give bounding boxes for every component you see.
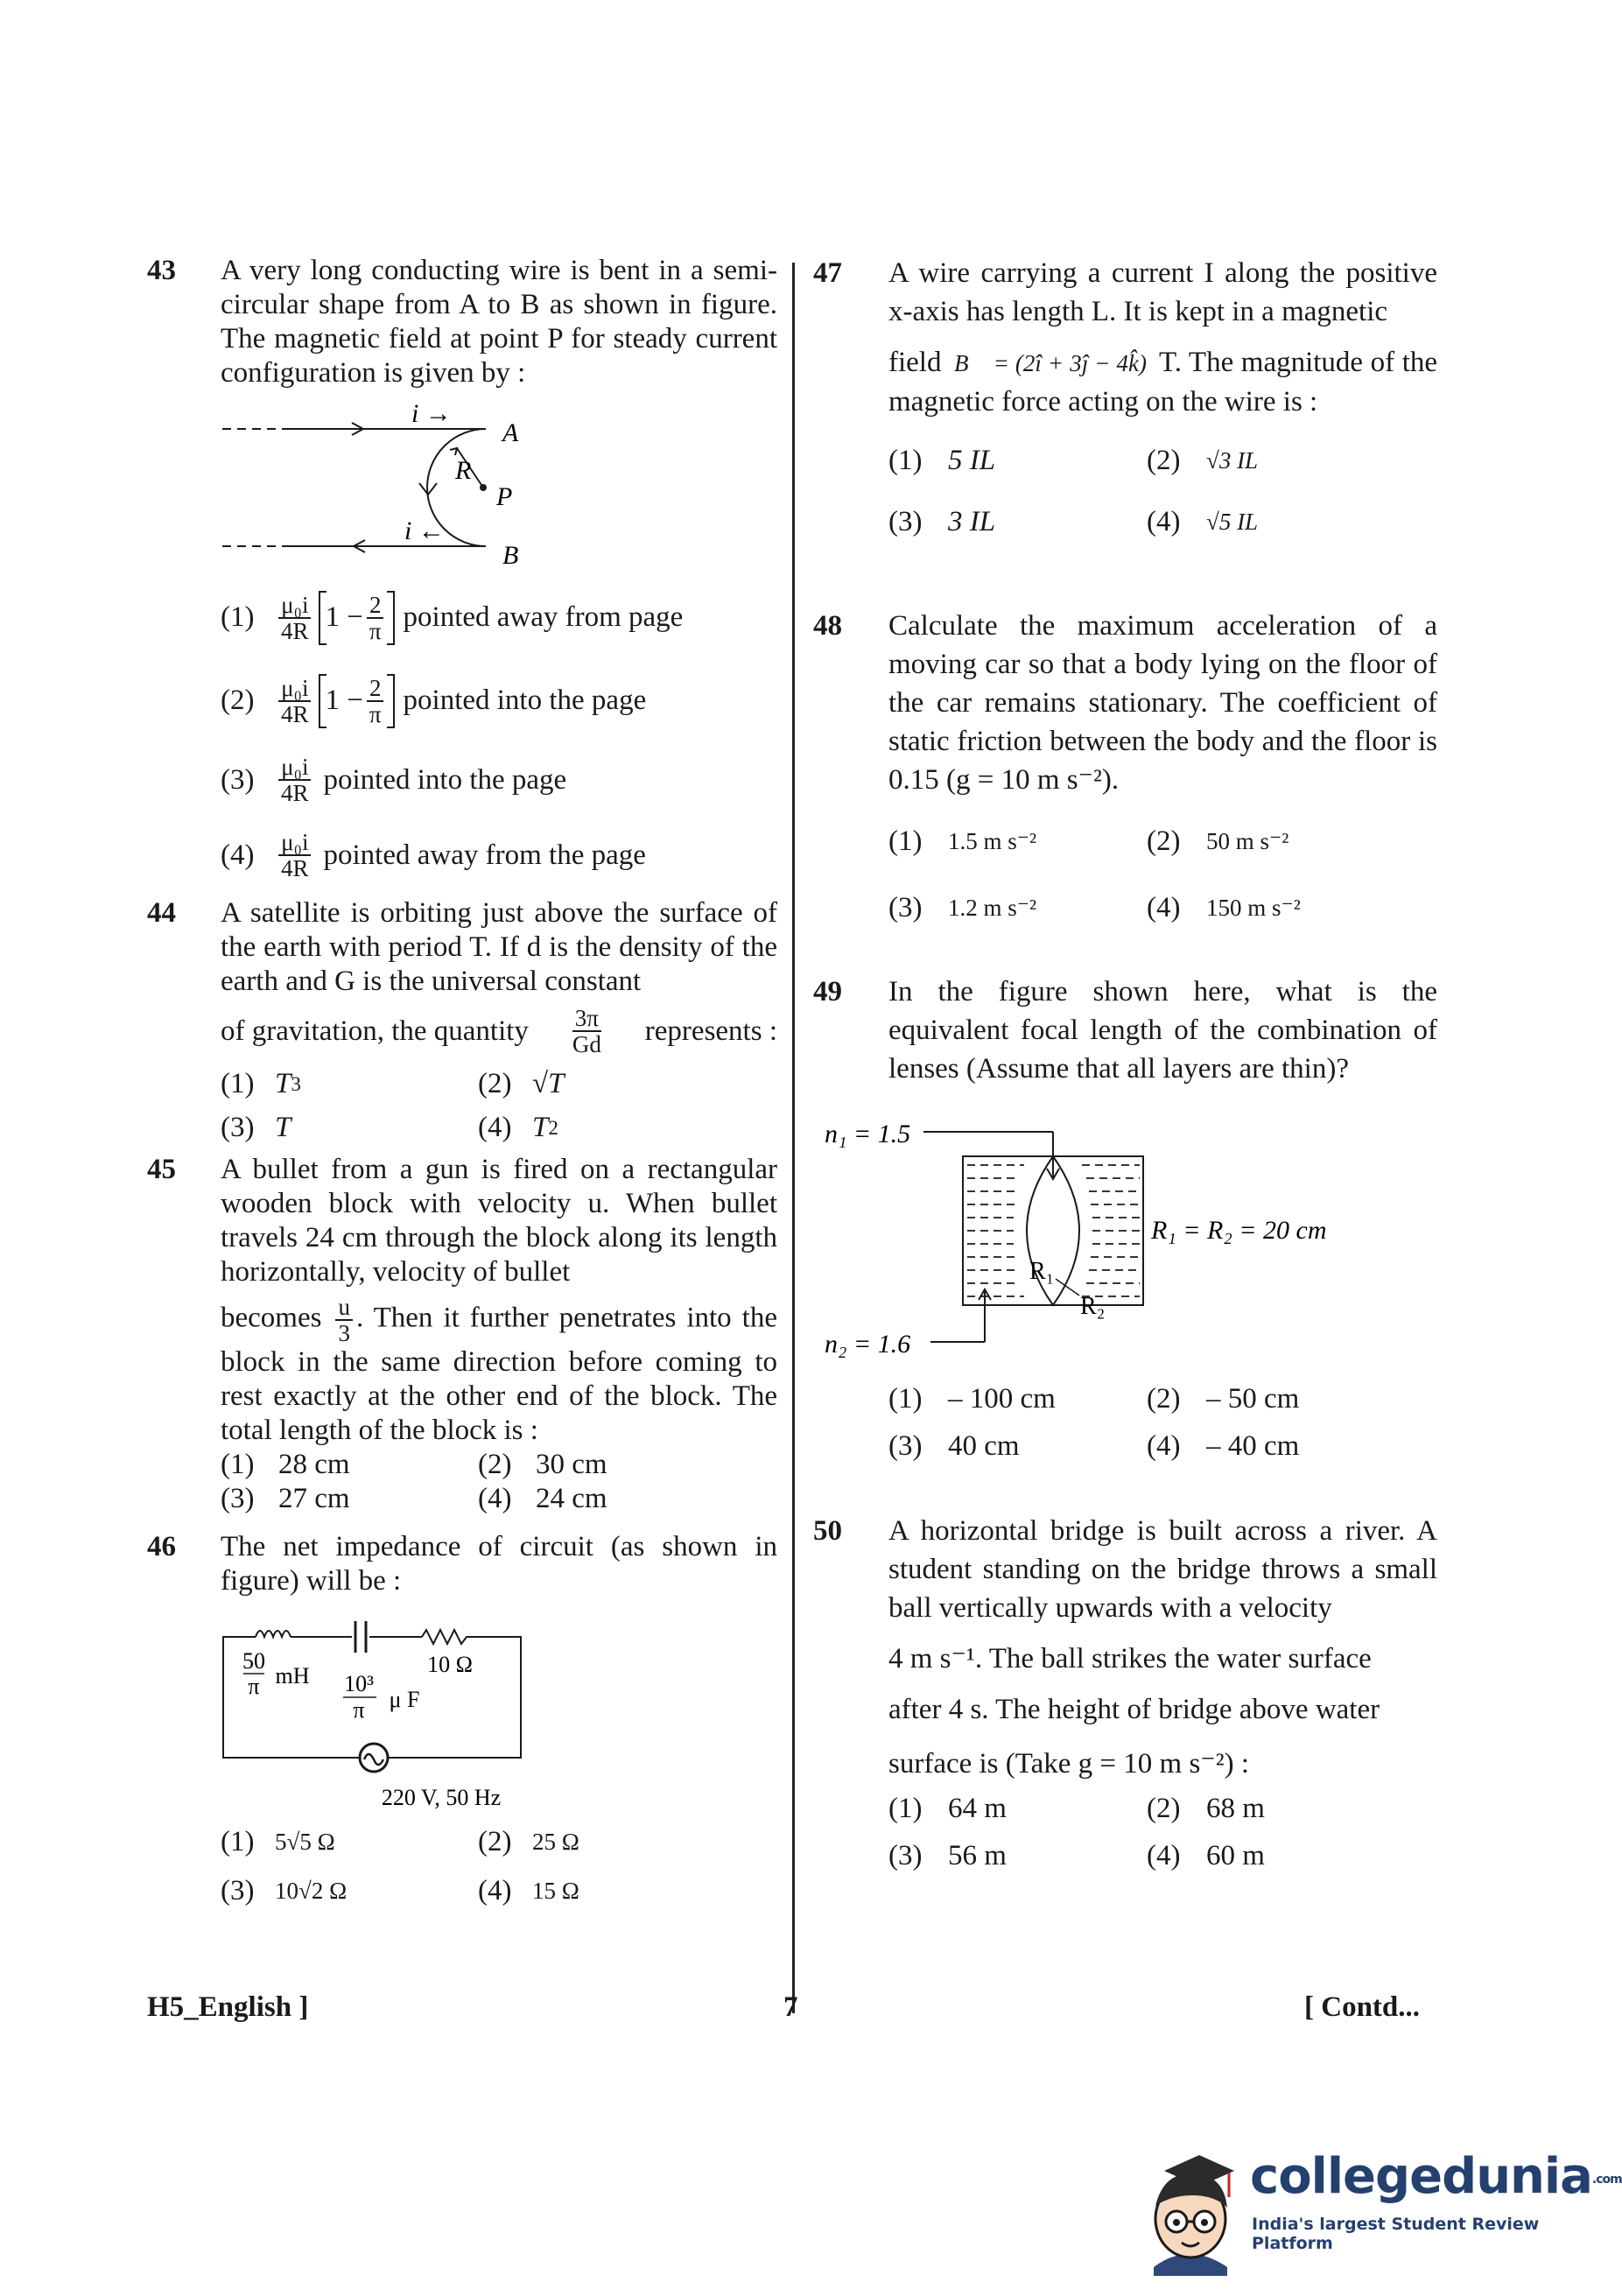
- options: [221, 1062, 777, 1149]
- lens-figure: [814, 1107, 1374, 1370]
- option-4[interactable]: (4) T 2: [478, 1112, 558, 1143]
- question-line-3: after 4 s. The height of bridge above water: [888, 1694, 1380, 1725]
- options: [221, 1448, 777, 1516]
- options: [888, 1785, 1437, 1879]
- option-2[interactable]: (2) 68 m: [1147, 1793, 1265, 1824]
- option-1[interactable]: (1) 64 m: [888, 1793, 1007, 1824]
- option-2[interactable]: (2) – 50 cm: [1147, 1383, 1300, 1415]
- option-3[interactable]: (3) 1.2 m s⁻²: [888, 892, 1037, 923]
- option-2[interactable]: (2) $\frac{\text{μ₀i}}{4R}$ 1 − $\frac{2}{\pi}$ pointed into the page: [221, 674, 647, 727]
- column-divider: [792, 263, 795, 2013]
- left-column: [147, 254, 777, 1915]
- option-1[interactable]: (1) 28 cm: [221, 1449, 350, 1480]
- page-number: 7: [783, 1991, 798, 2023]
- question-number: 50: [813, 1515, 842, 1547]
- current-label-top: i →: [411, 399, 452, 428]
- resistor-value: 10 Ω: [427, 1652, 473, 1677]
- collegedunia-logo[interactable]: [1138, 2136, 1622, 2276]
- option-1[interactable]: (1) 1.5 m s⁻²: [888, 825, 1037, 857]
- wire-figure: [221, 396, 623, 571]
- question-stem-cont: field B⃗ = (2î + 3ĵ − 4k̂) T. The magnitude of the magnetic force acting on the wire is :: [888, 347, 1438, 418]
- r2-label: R₂: [1080, 1293, 1106, 1320]
- field-expression: B⃗ = (2î + 3ĵ − 4k̂): [954, 350, 1148, 376]
- capacitor-value-den: π: [353, 1697, 365, 1723]
- source-label: 220 V, 50 Hz: [381, 1785, 502, 1810]
- option-1[interactable]: (1) $\frac{\text{μ₀i}}{4R}$ 1 − $\frac{2}{\pi}$ pointed away from page: [221, 591, 684, 644]
- option-3[interactable]: (3) 40 cm: [888, 1430, 1020, 1462]
- question-number: 47: [813, 257, 842, 289]
- option-3[interactable]: (3) $\frac{\text{μ₀i}}{4R}$ pointed into the page: [221, 754, 567, 806]
- option-3[interactable]: (3) 27 cm: [221, 1483, 350, 1514]
- question-line-2: 4 m s⁻¹. The ball strikes the water surface: [888, 1643, 1372, 1675]
- options: [221, 1817, 777, 1915]
- question-47: [814, 254, 1437, 552]
- question-number: 43: [147, 255, 176, 286]
- option-3[interactable]: (3) T: [221, 1112, 291, 1143]
- question-number: 48: [813, 610, 842, 642]
- question-45: [147, 1153, 777, 1516]
- option-4[interactable]: (4) 24 cm: [478, 1483, 607, 1514]
- r1-label: R₁: [1029, 1258, 1055, 1285]
- question-stem: A wire carrying a current I along the positive x-axis has length L. It is kept in a magnetic: [888, 257, 1437, 327]
- option-4[interactable]: (4) 60 m: [1147, 1840, 1265, 1871]
- question-number: 44: [147, 897, 176, 929]
- question-stem: Calculate the maximum acceleration of a moving car so that a body lying on the floor of the car remains stationary. The coefficient of static friction between the body and the floor is 0.15 (g = 10 m s⁻²).: [888, 610, 1437, 796]
- question-46: [147, 1530, 777, 1915]
- question-50: [814, 1512, 1437, 1879]
- options: [888, 808, 1437, 941]
- question-stem: In the figure shown here, what is the equivalent focal length of the combination of lenses (Assume that all layers are thin)?: [888, 976, 1437, 1085]
- mascot-icon: [1138, 2136, 1243, 2276]
- question-43: [147, 254, 777, 893]
- question-44: [147, 896, 777, 1149]
- question-stem: A bullet from a gun is fired on a rectangular wooden block with velocity u. When bullet travels 24 cm through the block along its length horizontally, velocity of bullet: [221, 1154, 777, 1288]
- option-2[interactable]: (2) √3 IL: [1147, 445, 1259, 476]
- inductor-unit: mH: [275, 1663, 310, 1689]
- option-3[interactable]: (3) 56 m: [888, 1840, 1007, 1871]
- option-4[interactable]: (4) – 40 cm: [1147, 1430, 1300, 1462]
- option-2[interactable]: (2) 30 cm: [478, 1449, 607, 1480]
- circuit-figure: [221, 1611, 536, 1812]
- question-number: 45: [147, 1154, 176, 1185]
- question-stem: A very long conducting wire is bent in a semi-circular shape from A to B as shown in figure. The magnetic field at point P for steady current configuration is given by :: [221, 255, 777, 389]
- point-a-label: A: [502, 418, 519, 447]
- n1-label: n₁ = 1.5: [825, 1120, 911, 1148]
- capacitor-unit: μ F: [389, 1687, 420, 1712]
- point-b-label: B: [502, 541, 519, 570]
- option-2[interactable]: (2) 25 Ω: [478, 1826, 579, 1857]
- footer-code: H5_English ]: [147, 1991, 309, 2023]
- option-4[interactable]: (4) $\frac{\text{μ₀i}}{4R}$ pointed away from the page: [221, 829, 646, 881]
- option-1[interactable]: (1) – 100 cm: [888, 1383, 1056, 1415]
- options: [221, 576, 777, 893]
- option-1[interactable]: (1) T 3: [221, 1068, 301, 1099]
- option-3[interactable]: (3) 3 IL: [888, 506, 996, 537]
- brand-tagline: India's largest Student Review Platform: [1252, 2215, 1540, 2253]
- question-number: 46: [147, 1531, 176, 1562]
- option-2[interactable]: (2) √T: [478, 1068, 565, 1099]
- right-column: [814, 254, 1437, 1879]
- question-stem-cont: becomes $\frac{u}{3}$ . Then it further penetrates into the block in the same direction before coming to rest exactly at the other end of the block. The total length of the block is :: [221, 1294, 777, 1446]
- option-4[interactable]: (4) 15 Ω: [478, 1875, 579, 1906]
- inductor-value-den: π: [248, 1674, 260, 1699]
- question-stem: A horizontal bridge is built across a river. A student standing on the bridge throws a small ball vertically upwards with a velocity: [888, 1515, 1437, 1624]
- option-1[interactable]: (1) 5 IL: [888, 445, 996, 476]
- question-stem-cont: of gravitation, the quantity $\frac{3\pi}{Gd}$ represents :: [221, 1005, 777, 1057]
- question-line-4: surface is (Take g = 10 m s⁻²) :: [888, 1748, 1250, 1780]
- option-4[interactable]: (4) 150 m s⁻²: [1147, 892, 1301, 923]
- radii-label: R₁ = R₂ = 20 cm: [1151, 1216, 1327, 1245]
- option-2[interactable]: (2) 50 m s⁻²: [1147, 825, 1289, 857]
- question-number: 49: [813, 976, 842, 1008]
- option-3[interactable]: (3) 10√2 Ω: [221, 1875, 348, 1906]
- brand-name: collegedunia.com: [1250, 2148, 1622, 2205]
- radius-label: R: [455, 456, 472, 485]
- current-label-bottom: i ←: [404, 516, 445, 545]
- question-stem: A satellite is orbiting just above the surface of the earth with period T. If d is the density of the earth and G is the universal constant: [221, 897, 777, 997]
- question-stem: The net impedance of circuit (as shown in figure) will be :: [221, 1531, 777, 1597]
- option-1[interactable]: (1) 5√5 Ω: [221, 1826, 335, 1857]
- question-48: [814, 607, 1437, 941]
- options: [888, 430, 1437, 552]
- inductor-value-num: 50: [242, 1648, 265, 1674]
- footer-contd: [ Contd...: [1304, 1991, 1421, 2023]
- option-4[interactable]: (4) √5 IL: [1147, 506, 1259, 537]
- n2-label: n₂ = 1.6: [825, 1330, 911, 1359]
- options: [888, 1375, 1437, 1470]
- capacitor-value-num: 10³: [344, 1671, 374, 1696]
- point-p-label: P: [496, 482, 513, 511]
- question-49: [814, 972, 1437, 1470]
